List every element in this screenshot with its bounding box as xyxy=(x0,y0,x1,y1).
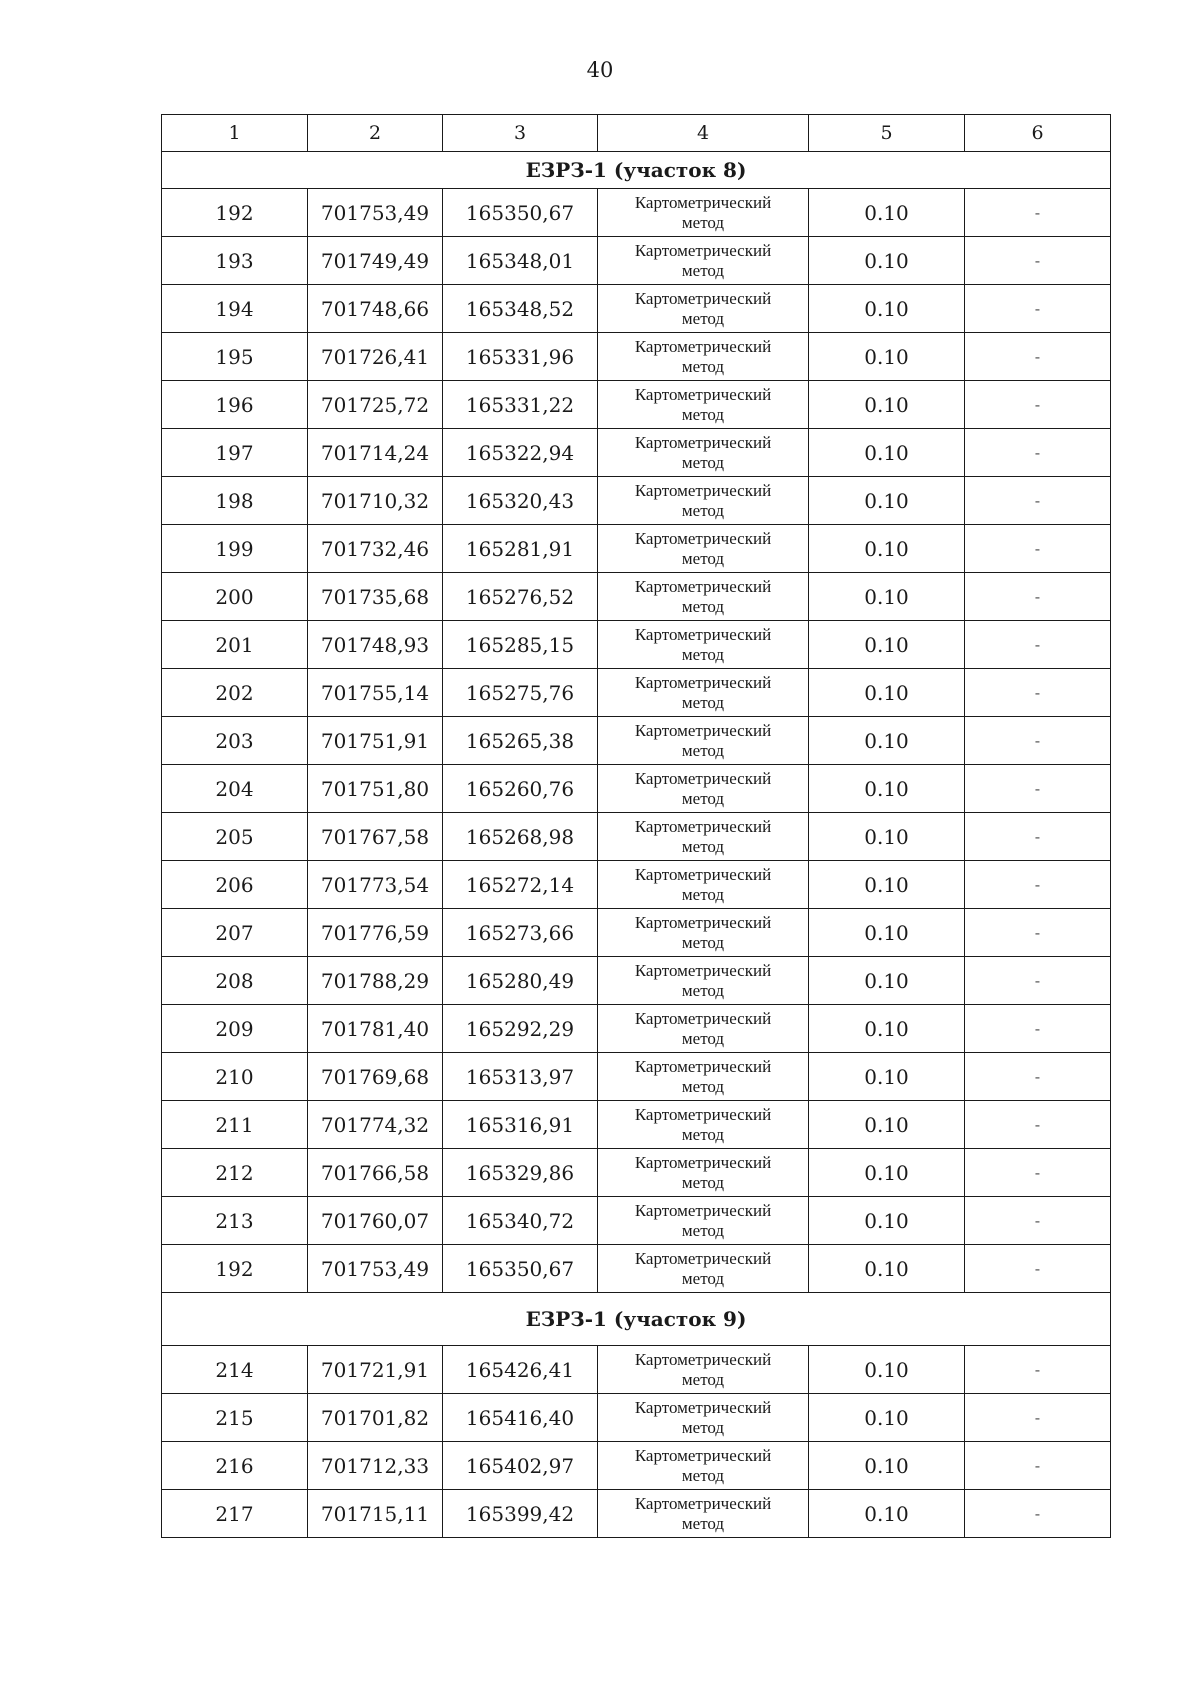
table-row xyxy=(162,477,1111,525)
point-number-cell: 217 xyxy=(162,1490,308,1538)
description-cell: - xyxy=(965,669,1111,717)
method-cell xyxy=(598,285,809,333)
description-cell: - xyxy=(965,573,1111,621)
description-cell: - xyxy=(965,621,1111,669)
description-cell: - xyxy=(965,1053,1111,1101)
accuracy-cell: 0.10 xyxy=(809,525,965,573)
method-line-2: метод xyxy=(681,212,725,232)
table-row xyxy=(162,909,1111,957)
header-row xyxy=(162,115,1111,152)
y-coordinate-cell: 165348,01 xyxy=(443,237,598,285)
y-coordinate-cell: 165280,49 xyxy=(443,957,598,1005)
method-line-1: Картометрический xyxy=(634,1152,772,1172)
table-row xyxy=(162,1442,1111,1490)
x-coordinate-cell: 701760,07 xyxy=(308,1197,443,1245)
method-line-1: Картометрический xyxy=(634,480,772,500)
y-coordinate-cell: 165285,15 xyxy=(443,621,598,669)
y-coordinate-cell: 165348,52 xyxy=(443,285,598,333)
x-coordinate-cell: 701755,14 xyxy=(308,669,443,717)
description-cell: - xyxy=(965,1149,1111,1197)
table-row xyxy=(162,381,1111,429)
method-line-1: Картометрический xyxy=(634,192,772,212)
method-cell xyxy=(598,1101,809,1149)
method-line-1: Картометрический xyxy=(634,432,772,452)
method-cell xyxy=(598,429,809,477)
table-row xyxy=(162,237,1111,285)
point-number-cell: 215 xyxy=(162,1394,308,1442)
point-number-cell: 210 xyxy=(162,1053,308,1101)
x-coordinate-cell: 701773,54 xyxy=(308,861,443,909)
x-coordinate-cell: 701788,29 xyxy=(308,957,443,1005)
description-cell: - xyxy=(965,717,1111,765)
description-cell: - xyxy=(965,1346,1111,1394)
point-number-cell: 193 xyxy=(162,237,308,285)
description-cell: - xyxy=(965,381,1111,429)
accuracy-cell: 0.10 xyxy=(809,429,965,477)
table-row xyxy=(162,429,1111,477)
x-coordinate-cell: 701701,82 xyxy=(308,1394,443,1442)
method-cell xyxy=(598,621,809,669)
accuracy-cell: 0.10 xyxy=(809,765,965,813)
method-line-2: метод xyxy=(681,1220,725,1240)
column-header: 4 xyxy=(598,115,809,152)
method-line-2: метод xyxy=(681,1417,725,1437)
column-header: 6 xyxy=(965,115,1111,152)
x-coordinate-cell: 701767,58 xyxy=(308,813,443,861)
method-cell xyxy=(598,957,809,1005)
accuracy-cell: 0.10 xyxy=(809,1101,965,1149)
table-row xyxy=(162,813,1111,861)
accuracy-cell: 0.10 xyxy=(809,909,965,957)
method-line-1: Картометрический xyxy=(634,1104,772,1124)
table-row xyxy=(162,717,1111,765)
description-cell: - xyxy=(965,1490,1111,1538)
method-line-1: Картометрический xyxy=(634,576,772,596)
table-row xyxy=(162,189,1111,237)
x-coordinate-cell: 701712,33 xyxy=(308,1442,443,1490)
method-line-1: Картометрический xyxy=(634,1397,772,1417)
y-coordinate-cell: 165320,43 xyxy=(443,477,598,525)
point-number-cell: 213 xyxy=(162,1197,308,1245)
method-line-1: Картометрический xyxy=(634,912,772,932)
method-line-1: Картометрический xyxy=(634,1248,772,1268)
method-cell xyxy=(598,1245,809,1293)
point-number-cell: 197 xyxy=(162,429,308,477)
accuracy-cell: 0.10 xyxy=(809,813,965,861)
accuracy-cell: 0.10 xyxy=(809,621,965,669)
section-row xyxy=(162,152,1111,189)
method-line-2: метод xyxy=(681,1268,725,1288)
section-title: ЕЗРЗ-1 (участок 9) xyxy=(162,1293,1111,1346)
method-line-2: метод xyxy=(681,500,725,520)
page-number: 40 xyxy=(586,58,614,82)
method-cell xyxy=(598,189,809,237)
method-line-1: Картометрический xyxy=(634,1056,772,1076)
table-row xyxy=(162,1394,1111,1442)
table-row xyxy=(162,765,1111,813)
accuracy-cell: 0.10 xyxy=(809,237,965,285)
method-line-1: Картометрический xyxy=(634,720,772,740)
accuracy-cell: 0.10 xyxy=(809,1394,965,1442)
point-number-cell: 199 xyxy=(162,525,308,573)
point-number-cell: 209 xyxy=(162,1005,308,1053)
method-cell xyxy=(598,237,809,285)
point-number-cell: 203 xyxy=(162,717,308,765)
accuracy-cell: 0.10 xyxy=(809,669,965,717)
table-row xyxy=(162,1101,1111,1149)
y-coordinate-cell: 165340,72 xyxy=(443,1197,598,1245)
y-coordinate-cell: 165416,40 xyxy=(443,1394,598,1442)
point-number-cell: 198 xyxy=(162,477,308,525)
x-coordinate-cell: 701726,41 xyxy=(308,333,443,381)
table-row xyxy=(162,285,1111,333)
description-cell: - xyxy=(965,333,1111,381)
method-line-1: Картометрический xyxy=(634,768,772,788)
y-coordinate-cell: 165399,42 xyxy=(443,1490,598,1538)
table-row xyxy=(162,1346,1111,1394)
method-line-2: метод xyxy=(681,788,725,808)
point-number-cell: 204 xyxy=(162,765,308,813)
table-row xyxy=(162,1149,1111,1197)
y-coordinate-cell: 165268,98 xyxy=(443,813,598,861)
method-line-2: метод xyxy=(681,356,725,376)
table-row xyxy=(162,573,1111,621)
method-line-2: метод xyxy=(681,644,725,664)
point-number-cell: 195 xyxy=(162,333,308,381)
method-line-2: метод xyxy=(681,1369,725,1389)
accuracy-cell: 0.10 xyxy=(809,717,965,765)
method-line-2: метод xyxy=(681,596,725,616)
method-line-2: метод xyxy=(681,1465,725,1485)
y-coordinate-cell: 165331,96 xyxy=(443,333,598,381)
table-row xyxy=(162,621,1111,669)
column-header: 5 xyxy=(809,115,965,152)
accuracy-cell: 0.10 xyxy=(809,1490,965,1538)
y-coordinate-cell: 165331,22 xyxy=(443,381,598,429)
point-number-cell: 202 xyxy=(162,669,308,717)
accuracy-cell: 0.10 xyxy=(809,1149,965,1197)
point-number-cell: 200 xyxy=(162,573,308,621)
method-line-1: Картометрический xyxy=(634,672,772,692)
x-coordinate-cell: 701776,59 xyxy=(308,909,443,957)
accuracy-cell: 0.10 xyxy=(809,1005,965,1053)
method-cell xyxy=(598,381,809,429)
point-number-cell: 216 xyxy=(162,1442,308,1490)
method-line-2: метод xyxy=(681,884,725,904)
column-header: 2 xyxy=(308,115,443,152)
y-coordinate-cell: 165350,67 xyxy=(443,1245,598,1293)
x-coordinate-cell: 701721,91 xyxy=(308,1346,443,1394)
y-coordinate-cell: 165313,97 xyxy=(443,1053,598,1101)
y-coordinate-cell: 165292,29 xyxy=(443,1005,598,1053)
method-line-1: Картометрический xyxy=(634,864,772,884)
x-coordinate-cell: 701753,49 xyxy=(308,189,443,237)
method-cell xyxy=(598,669,809,717)
point-number-cell: 214 xyxy=(162,1346,308,1394)
point-number-cell: 201 xyxy=(162,621,308,669)
y-coordinate-cell: 165402,97 xyxy=(443,1442,598,1490)
description-cell: - xyxy=(965,285,1111,333)
table-row xyxy=(162,1197,1111,1245)
table-body xyxy=(162,115,1111,1538)
point-number-cell: 208 xyxy=(162,957,308,1005)
method-line-2: метод xyxy=(681,1124,725,1144)
accuracy-cell: 0.10 xyxy=(809,1245,965,1293)
method-cell xyxy=(598,861,809,909)
x-coordinate-cell: 701732,46 xyxy=(308,525,443,573)
method-cell xyxy=(598,333,809,381)
accuracy-cell: 0.10 xyxy=(809,381,965,429)
method-cell xyxy=(598,813,809,861)
x-coordinate-cell: 701715,11 xyxy=(308,1490,443,1538)
method-line-2: метод xyxy=(681,980,725,1000)
y-coordinate-cell: 165322,94 xyxy=(443,429,598,477)
description-cell: - xyxy=(965,1101,1111,1149)
accuracy-cell: 0.10 xyxy=(809,861,965,909)
accuracy-cell: 0.10 xyxy=(809,1197,965,1245)
method-line-1: Картометрический xyxy=(634,384,772,404)
description-cell: - xyxy=(965,1245,1111,1293)
accuracy-cell: 0.10 xyxy=(809,333,965,381)
method-line-2: метод xyxy=(681,692,725,712)
accuracy-cell: 0.10 xyxy=(809,1053,965,1101)
x-coordinate-cell: 701725,72 xyxy=(308,381,443,429)
x-coordinate-cell: 701748,66 xyxy=(308,285,443,333)
method-line-1: Картометрический xyxy=(634,288,772,308)
method-line-2: метод xyxy=(681,1076,725,1096)
description-cell: - xyxy=(965,237,1111,285)
method-line-2: метод xyxy=(681,1172,725,1192)
description-cell: - xyxy=(965,1394,1111,1442)
method-line-1: Картометрический xyxy=(634,1008,772,1028)
y-coordinate-cell: 165260,76 xyxy=(443,765,598,813)
description-cell: - xyxy=(965,909,1111,957)
x-coordinate-cell: 701769,68 xyxy=(308,1053,443,1101)
x-coordinate-cell: 701781,40 xyxy=(308,1005,443,1053)
y-coordinate-cell: 165281,91 xyxy=(443,525,598,573)
table-row xyxy=(162,861,1111,909)
method-cell xyxy=(598,717,809,765)
section-row xyxy=(162,1293,1111,1346)
point-number-cell: 192 xyxy=(162,189,308,237)
x-coordinate-cell: 701753,49 xyxy=(308,1245,443,1293)
method-line-1: Картометрический xyxy=(634,240,772,260)
description-cell: - xyxy=(965,765,1111,813)
method-line-1: Картометрический xyxy=(634,816,772,836)
table-row xyxy=(162,1245,1111,1293)
x-coordinate-cell: 701735,68 xyxy=(308,573,443,621)
description-cell: - xyxy=(965,957,1111,1005)
column-header: 1 xyxy=(162,115,308,152)
table-row xyxy=(162,1005,1111,1053)
description-cell: - xyxy=(965,1442,1111,1490)
table-row xyxy=(162,525,1111,573)
method-cell xyxy=(598,1394,809,1442)
x-coordinate-cell: 701751,91 xyxy=(308,717,443,765)
x-coordinate-cell: 701710,32 xyxy=(308,477,443,525)
method-line-2: метод xyxy=(681,836,725,856)
y-coordinate-cell: 165276,52 xyxy=(443,573,598,621)
method-cell xyxy=(598,1346,809,1394)
description-cell: - xyxy=(965,861,1111,909)
point-number-cell: 194 xyxy=(162,285,308,333)
method-cell xyxy=(598,909,809,957)
method-line-2: метод xyxy=(681,404,725,424)
x-coordinate-cell: 701751,80 xyxy=(308,765,443,813)
table-row xyxy=(162,669,1111,717)
method-line-2: метод xyxy=(681,1513,725,1533)
y-coordinate-cell: 165426,41 xyxy=(443,1346,598,1394)
method-line-2: метод xyxy=(681,1028,725,1048)
accuracy-cell: 0.10 xyxy=(809,1442,965,1490)
method-line-2: метод xyxy=(681,452,725,472)
accuracy-cell: 0.10 xyxy=(809,189,965,237)
x-coordinate-cell: 701766,58 xyxy=(308,1149,443,1197)
description-cell: - xyxy=(965,189,1111,237)
accuracy-cell: 0.10 xyxy=(809,573,965,621)
method-cell xyxy=(598,1442,809,1490)
method-cell xyxy=(598,525,809,573)
accuracy-cell: 0.10 xyxy=(809,1346,965,1394)
y-coordinate-cell: 165265,38 xyxy=(443,717,598,765)
point-number-cell: 205 xyxy=(162,813,308,861)
section-title: ЕЗРЗ-1 (участок 8) xyxy=(162,152,1111,189)
method-line-1: Картометрический xyxy=(634,1445,772,1465)
column-header: 3 xyxy=(443,115,598,152)
description-cell: - xyxy=(965,525,1111,573)
description-cell: - xyxy=(965,1005,1111,1053)
table-row xyxy=(162,957,1111,1005)
method-cell xyxy=(598,1197,809,1245)
accuracy-cell: 0.10 xyxy=(809,957,965,1005)
accuracy-cell: 0.10 xyxy=(809,285,965,333)
method-cell xyxy=(598,1149,809,1197)
x-coordinate-cell: 701714,24 xyxy=(308,429,443,477)
method-line-1: Картометрический xyxy=(634,336,772,356)
method-cell xyxy=(598,1490,809,1538)
method-line-2: метод xyxy=(681,932,725,952)
method-line-1: Картометрический xyxy=(634,528,772,548)
description-cell: - xyxy=(965,429,1111,477)
point-number-cell: 212 xyxy=(162,1149,308,1197)
y-coordinate-cell: 165329,86 xyxy=(443,1149,598,1197)
method-line-1: Картометрический xyxy=(634,1200,772,1220)
y-coordinate-cell: 165272,14 xyxy=(443,861,598,909)
table-row xyxy=(162,1053,1111,1101)
table-row xyxy=(162,1490,1111,1538)
method-cell xyxy=(598,1005,809,1053)
point-number-cell: 206 xyxy=(162,861,308,909)
y-coordinate-cell: 165275,76 xyxy=(443,669,598,717)
method-cell xyxy=(598,573,809,621)
method-line-2: метод xyxy=(681,548,725,568)
point-number-cell: 207 xyxy=(162,909,308,957)
point-number-cell: 211 xyxy=(162,1101,308,1149)
method-line-2: метод xyxy=(681,308,725,328)
y-coordinate-cell: 165350,67 xyxy=(443,189,598,237)
method-line-1: Картометрический xyxy=(634,624,772,644)
x-coordinate-cell: 701748,93 xyxy=(308,621,443,669)
method-line-1: Картометрический xyxy=(634,1349,772,1369)
method-line-2: метод xyxy=(681,260,725,280)
method-line-2: метод xyxy=(681,740,725,760)
x-coordinate-cell: 701749,49 xyxy=(308,237,443,285)
method-line-1: Картометрический xyxy=(634,960,772,980)
description-cell: - xyxy=(965,477,1111,525)
accuracy-cell: 0.10 xyxy=(809,477,965,525)
point-number-cell: 192 xyxy=(162,1245,308,1293)
coordinates-table xyxy=(161,114,1111,1538)
method-line-1: Картометрический xyxy=(634,1493,772,1513)
method-cell xyxy=(598,1053,809,1101)
method-cell xyxy=(598,477,809,525)
description-cell: - xyxy=(965,813,1111,861)
point-number-cell: 196 xyxy=(162,381,308,429)
method-cell xyxy=(598,765,809,813)
y-coordinate-cell: 165273,66 xyxy=(443,909,598,957)
table-row xyxy=(162,333,1111,381)
description-cell: - xyxy=(965,1197,1111,1245)
x-coordinate-cell: 701774,32 xyxy=(308,1101,443,1149)
y-coordinate-cell: 165316,91 xyxy=(443,1101,598,1149)
